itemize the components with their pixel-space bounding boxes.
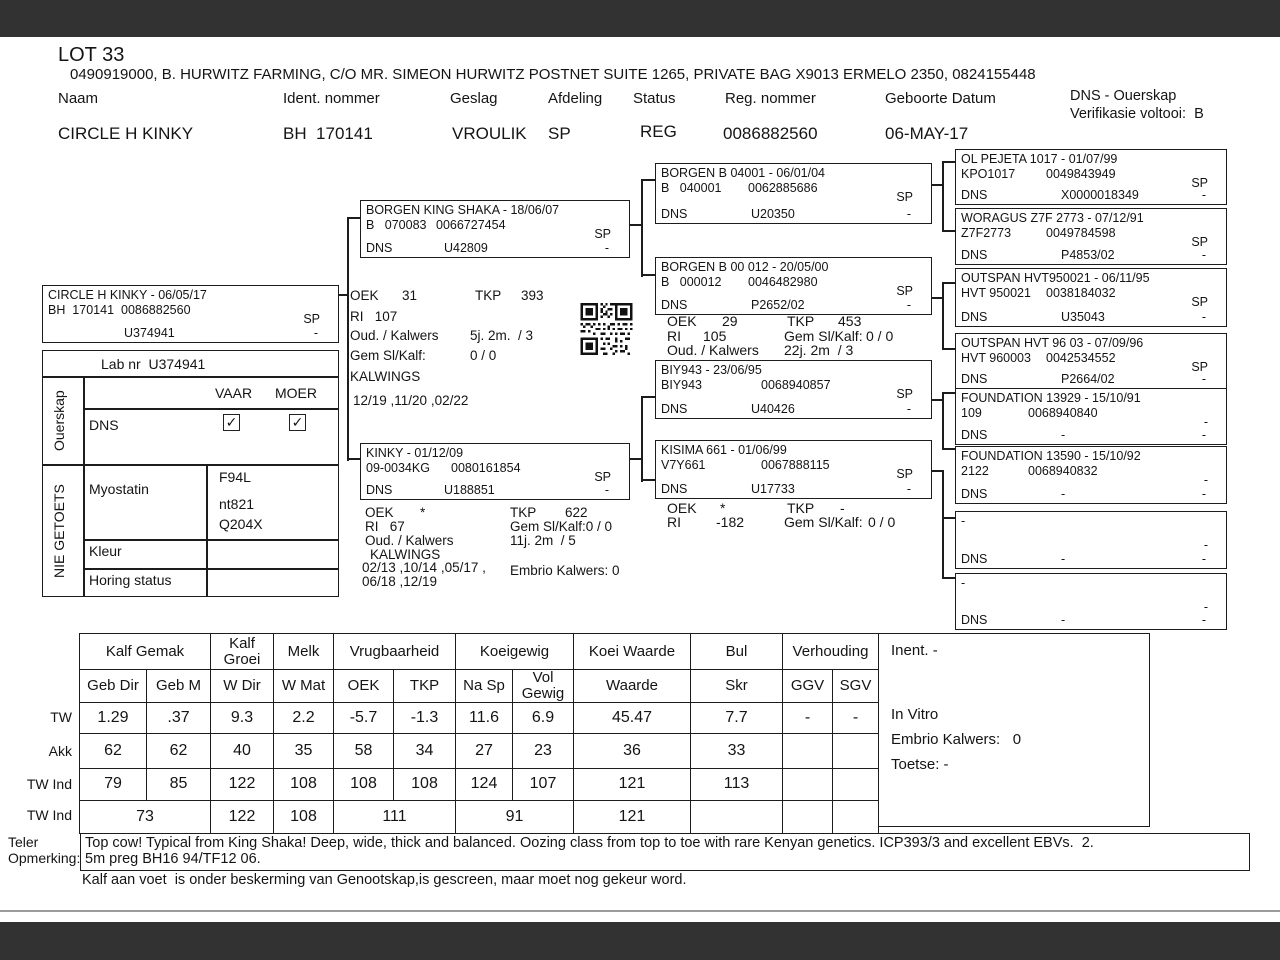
info-panel [878,633,1150,827]
sp-flag: SP [1191,295,1208,309]
breeder-line: 0490919000, B. HURWITZ FARMING, C/O MR. SIMEON HURWITZ POSTNET SUITE 1265, PRIVATE BAG X9013 ERMELO 2350, 0824155448 [70,66,1036,83]
ebv-cell [783,801,833,834]
dns-value: U42809 [444,241,488,255]
group-header: Kalf Gemak [80,634,211,670]
remarks-label-2: Opmerking: [8,850,81,866]
ebv-cell [691,801,783,834]
sp-flag: SP [896,387,913,401]
sp-flag: SP [1191,176,1208,190]
ebv-cell: 73 [80,801,211,834]
animal-afdeling-value: SP [548,124,571,143]
col-label-dns-ouerskap: DNS - Ouerskap [1070,88,1177,104]
pedigree-box-gp2 [655,257,932,315]
pedigree-box-gp3 [655,360,932,419]
ebv-cell: 122 [211,801,274,834]
connector [643,396,655,398]
connector [944,348,955,350]
col-label-ident: Ident. nommer [283,90,380,107]
stat-gem-label: Gem Sl/Kalf: [784,514,863,530]
stat-oek-label: OEK [365,505,394,520]
ebv-cell [783,734,833,769]
pedigree-box-gp1 [655,163,932,224]
connector [643,479,655,481]
col-label-geslag: Geslag [450,90,498,107]
divider [43,376,338,378]
ebv-cell: 108 [274,769,334,801]
animal-reg-value: 0086882560 [723,124,818,143]
sp-flag: SP [1191,360,1208,374]
ebv-cell: .37 [147,703,211,734]
animal-id: Z7F2773 [961,226,1012,240]
col-label-geboorte: Geboorte Datum [885,90,996,107]
verifikasie-line: Verifikasie voltooi: B [1070,106,1204,122]
ebv-cell: -1.3 [394,703,456,734]
horing-status-label: Horing status [89,572,172,588]
ebv-cell: - [833,703,879,734]
dash: - [604,483,609,497]
lab-panel [42,350,339,597]
ebv-cell: 36 [574,734,691,769]
connector [942,282,944,350]
stat-ri-value: -182 [716,514,745,530]
dash: - [604,241,609,255]
connector [643,179,655,181]
stat-ri-value: 105 [703,328,727,344]
dns-value: U374941 [124,326,175,340]
remarks-box [80,833,1250,871]
stat-kalwings-dates: 12/19 ,11/20 ,02/22 [353,393,469,408]
separator-line [0,910,1280,912]
sub-header: W Dir [211,670,274,703]
ebv-cell: 85 [147,769,211,801]
sp-flag: - [1203,538,1208,552]
animal-name: CIRCLE H KINKY - 06/05/17 [48,288,207,302]
pedigree-box-gg4 [955,333,1227,389]
moer-header: MOER [275,385,317,401]
stat-tkp-label: TKP [510,505,537,520]
animal-reg: 0068940840 [1028,406,1098,420]
stat-ri-label: RI [667,514,681,530]
ebv-cell: 33 [691,734,783,769]
connector [944,517,955,519]
embrio-line: Embrio Kalwers: 0 [891,731,1022,748]
remarks-label-1: Teler [8,834,39,850]
ebv-cell [833,769,879,801]
stat-ri: RI 107 [350,309,398,324]
dns-label: DNS [961,188,988,202]
animal-id: BIY943 [661,378,703,392]
group-header: Bul [691,634,783,670]
sp-flag: - [1203,415,1208,429]
animal-id: 09-0034KG [366,461,430,475]
pedigree-box-gg5 [955,388,1227,445]
dns-label: DNS [366,483,393,497]
dns-label: DNS [961,310,988,324]
dns-label: DNS [366,241,393,255]
dns-label: DNS [661,482,688,496]
connector [643,274,655,276]
ebv-cell [833,801,879,834]
pedigree-box-gg8 [955,573,1227,630]
dns-label: DNS [661,207,688,221]
dash: - [1201,310,1206,324]
stat-oud-value: 22j. 2m / 3 [784,342,854,358]
ebv-cell: 7.7 [691,703,783,734]
divider [83,408,338,410]
ebv-cell: 23 [513,734,574,769]
col-label-naam: Naam [58,90,99,107]
ebv-cell: 11.6 [456,703,513,734]
dns-value: - [1061,552,1066,566]
dns-value: U188851 [444,483,495,497]
ebv-table [79,633,879,834]
stat-kalwings-dates-1: 02/13 ,10/14 ,05/17 , [362,560,486,575]
sub-header: SGV [833,670,879,703]
dns-value: P2664/02 [1061,372,1115,386]
stat-oek-value: * [420,505,426,520]
myostatin-label: Myostatin [89,481,149,497]
divider [83,539,338,541]
dash: - [906,207,911,221]
group-header: Koeigewig [456,634,574,670]
stat-kalwings-label: KALWINGS [350,369,421,384]
col-label-status: Status [633,90,676,107]
animal-geslag-value: VROULIK [452,124,527,143]
sp-flag: - [1203,473,1208,487]
inent-line: Inent. - [891,642,938,659]
stat-gem-value: 0 / 0 [470,348,497,363]
stat-ri-label: RI [667,328,681,344]
stat-ri: RI 67 [365,519,405,534]
lab-title: Lab nr U374941 [101,356,206,372]
stat-tkp-label: TKP [475,288,502,303]
group-header: Verhouding [783,634,879,670]
top-bar [0,0,1280,37]
connector [944,161,955,163]
ebv-cell: 108 [334,769,394,801]
animal-reg: 0042534552 [1046,351,1116,365]
stat-oud-value: 11j. 2m / 5 [510,533,576,548]
stat-tkp-value: 622 [565,505,588,520]
moer-dns-checkbox: ✓ [289,414,306,431]
dns-value: U40426 [751,402,795,416]
ebv-cell: 1.29 [80,703,147,734]
kleur-label: Kleur [89,543,122,559]
dns-label: DNS [961,372,988,386]
group-header: Melk [274,634,334,670]
group-header: Kalf Groei [211,634,274,670]
lot-title: LOT 33 [58,44,125,66]
animal-id: V7Y661 [661,458,706,472]
sub-header: TKP [394,670,456,703]
animal-id: KPO1017 [961,167,1016,181]
animal-reg: 0067888115 [761,458,830,472]
dns-value: U20350 [751,207,795,221]
connector [944,230,955,232]
animal-id: HVT 960003 [961,351,1031,365]
ebv-cell: 108 [394,769,456,801]
connector [347,217,349,461]
dns-label: DNS [961,487,988,501]
animal-id: 2122 [961,464,989,478]
dns-value: U35043 [1061,310,1105,324]
animal-name: BIY943 - 23/06/95 [661,363,762,377]
ebv-cell: 40 [211,734,274,769]
pedigree-box-gp4 [655,440,932,499]
remarks-text-1: Top cow! Typical from King Shaka! Deep, wide, thick and balanced. Oozing class from top to toe with rare Kenyan genetics. ICP393/3 and excellent EBVs. 2. [85,835,1094,851]
stat-oek-value: * [720,500,726,516]
sub-header: W Mat [274,670,334,703]
bottom-bar [0,922,1280,960]
stat-tkp-value: 393 [521,288,544,303]
animal-name: KISIMA 661 - 01/06/99 [661,443,787,457]
pedigree-box-gg3 [955,268,1227,327]
sub-header: GGV [783,670,833,703]
ebv-cell: 113 [691,769,783,801]
ebv-cell: 6.9 [513,703,574,734]
ebv-cell: 58 [334,734,394,769]
dash: - [906,298,911,312]
connector [942,161,944,232]
stat-tkp-value: - [840,500,845,516]
stat-oek-label: OEK [350,288,379,303]
animal-reg: 0038184032 [1046,286,1116,300]
dash: - [1201,428,1206,442]
ebv-cell: 27 [456,734,513,769]
animal-reg: 0068940832 [1028,464,1098,478]
pedigree-box-gg6 [955,446,1227,504]
animal-id: HVT 950021 [961,286,1031,300]
divider [83,568,338,570]
ebv-cell [783,769,833,801]
pedigree-box-sire [360,200,630,258]
myostatin-value-1: F94L [219,469,251,485]
group-header: Koei Waarde [574,634,691,670]
sub-header: OEK [334,670,394,703]
sp-flag: SP [303,312,320,326]
stat-kalwings-dates-2: 06/18 ,12/19 [362,574,438,589]
dash: - [1201,552,1206,566]
ebv-row-label-akk: Akk [48,743,72,759]
connector [944,392,955,394]
sub-header: Skr [691,670,783,703]
animal-name: BORGEN B 04001 - 06/01/04 [661,166,825,180]
ebv-cell: - [783,703,833,734]
stat-oud-value: 5j. 2m. / 3 [470,328,534,343]
animal-reg: 0068940857 [761,378,831,392]
animal-status-value: REG [640,122,677,141]
connector [942,470,944,579]
animal-name: - [961,514,966,528]
dash: - [313,326,318,340]
ebv-cell: 108 [274,801,334,834]
stat-tkp-label: TKP [787,313,815,329]
sp-flag: SP [594,470,611,484]
dns-value: U17733 [751,482,795,496]
ebv-cell: 124 [456,769,513,801]
dash: - [1201,248,1206,262]
vaar-header: VAAR [215,385,253,401]
ebv-cell: 121 [574,801,691,834]
animal-name: FOUNDATION 13929 - 15/10/91 [961,391,1141,405]
ebv-cell: 45.47 [574,703,691,734]
stat-oek-label: OEK [667,500,697,516]
dns-value: P2652/02 [751,298,805,312]
stat-oud-label: Oud. / Kalwers [667,342,759,358]
stat-oud-label: Oud. / Kalwers [350,328,439,343]
connector [944,577,955,579]
ebv-cell: 79 [80,769,147,801]
stat-embrio: Embrio Kalwers: 0 [510,563,620,578]
ebv-cell: 122 [211,769,274,801]
animal-name-value: CIRCLE H KINKY [58,124,194,143]
stat-tkp-label: TKP [787,500,815,516]
dns-label: DNS [961,428,988,442]
animal-reg: 0046482980 [748,275,818,289]
dash: - [1201,487,1206,501]
ebv-cell: 62 [80,734,147,769]
dns-row-label: DNS [89,417,119,433]
dns-label: DNS [661,298,688,312]
animal-reg: 0066727454 [436,218,506,232]
ebv-cell: 2.2 [274,703,334,734]
myostatin-value-2: nt821 [219,496,255,512]
animal-name: OL PEJETA 1017 - 01/07/99 [961,152,1118,166]
in-vitro-line: In Vitro [891,706,939,723]
connector [641,396,643,482]
toetse-line: Toetse: - [891,756,949,773]
dash: - [1201,613,1206,627]
col-label-reg: Reg. nommer [725,90,816,107]
qr-code [580,303,633,355]
ebv-row-label-twind2: TW Ind [26,807,72,823]
dns-label: DNS [961,552,988,566]
animal-geboorte-value: 06-MAY-17 [885,124,969,143]
divider [206,464,208,596]
dns-value: - [1061,428,1066,442]
connector [641,179,643,277]
animal-name: FOUNDATION 13590 - 15/10/92 [961,449,1141,463]
ebv-cell: 62 [147,734,211,769]
ebv-row-label-twind: TW Ind [26,776,72,792]
dash: - [1201,188,1206,202]
animal-reg: 0062885686 [748,181,818,195]
animal-id: BH 170141 [48,303,115,317]
dns-value: - [1061,613,1066,627]
stat-kalwings-label: KALWINGS [370,547,441,562]
ebv-cell: 9.3 [211,703,274,734]
animal-name: OUTSPAN HVT950021 - 06/11/95 [961,271,1150,285]
pedigree-box-gg2 [955,208,1227,265]
connector [942,392,944,450]
dns-label: DNS [961,248,988,262]
stat-gem-value: 0 / 0 [866,328,894,344]
ebv-cell: 91 [456,801,574,834]
sp-flag: SP [1191,235,1208,249]
animal-id: B 000012 [661,275,722,289]
connector [944,282,955,284]
animal-id: B 070083 [366,218,427,232]
animal-name: BORGEN KING SHAKA - 18/06/07 [366,203,560,217]
dash: - [906,402,911,416]
animal-name: KINKY - 01/12/09 [366,446,464,460]
animal-name: - [961,576,966,590]
sp-flag: SP [896,190,913,204]
divider [43,464,338,466]
sub-header: Na Sp [456,670,513,703]
sp-flag: - [1203,600,1208,614]
dash: - [1201,372,1206,386]
footer-note: Kalf aan voet is onder beskerming van Genootskap,is gescreen, maar moet nog gekeur word. [82,872,687,888]
stat-oud-label: Oud. / Kalwers [365,533,454,548]
myostatin-value-3: Q204X [219,516,263,532]
ebv-cell: 34 [394,734,456,769]
dns-value: X0000018349 [1061,188,1139,202]
dns-label: DNS [661,402,688,416]
pedigree-box-gg1 [955,149,1227,205]
ebv-cell: 35 [274,734,334,769]
dns-value: P4853/02 [1061,248,1115,262]
vaar-dns-checkbox: ✓ [223,414,240,431]
stat-gem-label: Gem Sl/Kalf: [784,328,863,344]
ebv-row-label-tw: TW [50,709,72,725]
nie-getoets-section-label: NIE GETOETS [51,484,67,578]
sub-header: Vol Gewig [513,670,574,703]
dns-label: DNS [961,613,988,627]
stat-oek-value: 29 [722,313,738,329]
ebv-cell: 107 [513,769,574,801]
pedigree-box-subject [42,285,339,343]
ebv-cell: -5.7 [334,703,394,734]
col-label-afdeling: Afdeling [548,90,603,107]
pedigree-box-dam [360,443,630,500]
stat-oek-value: 31 [402,288,418,303]
animal-id: B 040001 [661,181,722,195]
animal-id: 109 [961,406,982,420]
stat-gem: Gem Sl/Kalf:0 / 0 [510,519,613,534]
animal-reg: 0049843949 [1046,167,1116,181]
ebv-cell: 111 [334,801,456,834]
animal-reg: 0049784598 [1046,226,1116,240]
animal-name: WORAGUS Z7F 2773 - 07/12/91 [961,211,1144,225]
stat-gem-value: 0 / 0 [868,514,896,530]
stat-oek-label: OEK [667,313,697,329]
sub-header: Geb M [147,670,211,703]
ebv-cell [833,734,879,769]
animal-reg: 0080161854 [451,461,521,475]
sp-flag: SP [896,284,913,298]
animal-reg: 0086882560 [121,303,191,317]
stat-tkp-value: 453 [838,313,862,329]
pedigree-box-gg7 [955,511,1227,569]
sp-flag: SP [594,227,611,241]
sub-header: Waarde [574,670,691,703]
remarks-text-2: 5m preg BH16 94/TF12 06. [85,851,261,867]
animal-name: BORGEN B 00 012 - 20/05/00 [661,260,829,274]
ouerskap-section-label: Ouerskap [51,390,67,452]
sub-header: Geb Dir [80,670,147,703]
dns-value: - [1061,487,1066,501]
stat-gem-label: Gem Sl/Kalf: [350,348,426,363]
dash: - [906,482,911,496]
connector [944,448,955,450]
group-header: Vrugbaarheid [334,634,456,670]
sp-flag: SP [896,467,913,481]
animal-ident-value: BH 170141 [283,124,373,143]
ebv-cell: 121 [574,769,691,801]
animal-name: OUTSPAN HVT 96 03 - 07/09/96 [961,336,1144,350]
